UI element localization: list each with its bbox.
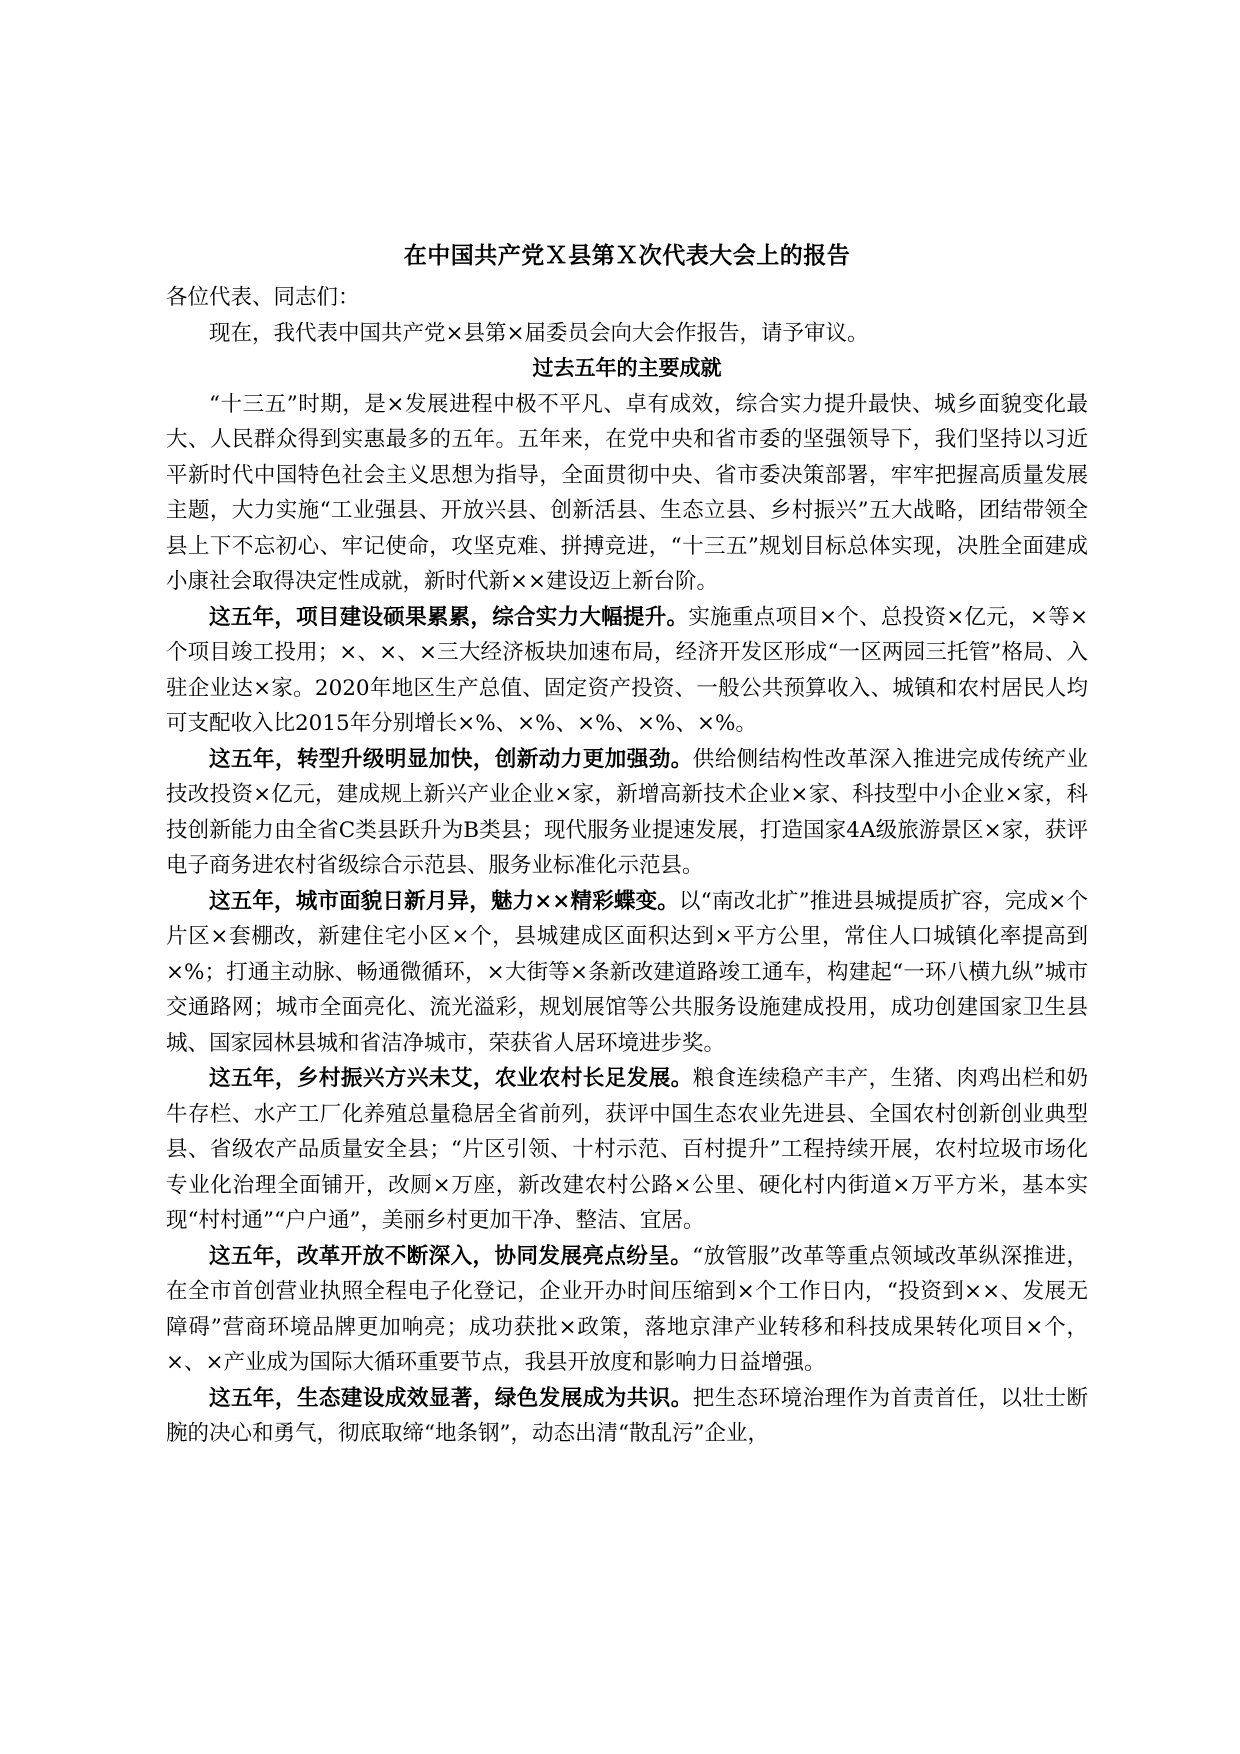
achievement-paragraph-reform [166,1239,1088,1381]
paragraph-lead: 这五年，生态建设成效显著，绿色发展成为共识。 [209,1385,693,1411]
achievement-paragraph-transformation [166,742,1088,884]
opening-paragraph: 现在，我代表中国共产党×县第×届委员会向大会作报告，请予审议。 [209,320,869,346]
achievement-paragraph-city [166,884,1088,1062]
section-heading: 过去五年的主要成就 [532,356,722,380]
paragraph-text: 粮食连续稳产丰产，生猪、肉鸡出栏和奶牛存栏、水产工厂化养殖总量稳居全省前列，获评中国生态农业先进县、全国农村创新创业典型县、省级农产品质量安全县；“片区引领、十村示范、百村提升”工程持续开展，农村垃圾市场化专业化治理全面铺开，改厕×万座，新改建农村公路×公里、硬化村内街道×万平方米，基本实现“村村通”“户户通”，美丽乡村更加干净、整洁、宜居。 [166,1066,1088,1233]
salutation: 各位代表、同志们： [166,285,360,310]
intro-paragraph: “十三五”时期，是×发展进程中极不平凡、卓有成效，综合实力提升最快、城乡面貌变化最大、人民群众得到实惠最多的五年。五年来，在党中央和省市委的坚强领导下，我们坚持以习近平新时代中国特色社会主义思想为指导，全面贯彻中央、省市委决策部署，牢牢把握高质量发展主题，大力实施“工业强县、开放兴县、创新活县、生态立县、乡村振兴”五大战略，团结带领全县上下不忘初心、牢记使命，攻坚克难、拼搏竞进，“十三五”规划目标总体实现，决胜全面建成小康社会取得决定性成就，新时代新××建设迈上新台阶。 [166,391,1088,594]
paragraph-text: “放管服”改革等重点领域改革纵深推进，在全市首创营业执照全程电子化登记，企业开办时间压缩到×个工作日内，“投资到××、发展无障碍”营商环境品牌更加响亮；成功获批×政策，落地京津产业转移和科技成果转化项目×个，×、×产业成为国际大循环重要节点，我县开放度和影响力日益增强。 [166,1243,1088,1375]
paragraph-text: 把生态环境治理作为首责首任，以壮士断腕的决心和勇气，彻底取缔“地条钢”，动态出清“散乱污”企业， [166,1385,1088,1446]
paragraph-lead: 这五年，乡村振兴方兴未艾，农业农村长足发展。 [209,1066,693,1091]
document-body [166,236,1088,1452]
paragraph-text: 实施重点项目×个、总投资×亿元，×等×个项目竣工投用；×、×、×三大经济板块加速布局，经济开发区形成“一区两园三托管”格局、入驻企业达×家。2020年地区生产总值、固定资产投资、一般公共预算收入、城镇和农村居民人均可支配收入比2015年分别增长×%、×%、×%、×%、×%。 [166,604,1088,736]
achievement-paragraph-rural [166,1061,1088,1239]
paragraph-lead: 这五年，改革开放不断深入，协同发展亮点纷呈。 [209,1243,693,1269]
document-title: 在中国共产党Ｘ县第Ｘ次代表大会上的报告 [403,243,851,269]
achievement-paragraph-ecology [166,1381,1088,1452]
paragraph-text: 供给侧结构性改革深入推进完成传统产业技改投资×亿元，建成规上新兴产业企业×家，新增高新技术企业×家、科技型中小企业×家，科技创新能力由全省C类县跃升为B类县；现代服务业提速发展，打造国家4A级旅游景区×家，获评电子商务进农村省级综合示范县、服务业标准化示范县。 [166,746,1088,878]
paragraph-lead: 这五年，项目建设硕果累累，综合实力大幅提升。 [209,604,689,630]
paragraph-lead: 这五年，城市面貌日新月异，魅力××精彩蝶变。 [209,888,679,914]
paragraph-lead: 这五年，转型升级明显加快，创新动力更加强劲。 [209,746,693,772]
achievement-paragraph-projects [166,600,1088,742]
paragraph-text: 以“南改北扩”推进县城提质扩容，完成×个片区×套棚改，新建住宅小区×个，县城建成区面积达到×平方公里，常住人口城镇化率提高到×%；打通主动脉、畅通微循环，×大街等×条新改建道路竣工通车，构建起“一环八横九纵”城市交通路网；城市全面亮化、流光溢彩，规划展馆等公共服务设施建成投用，成功创建国家卫生县城、国家园林县城和省洁净城市，荣获省人居环境进步奖。 [166,888,1088,1056]
